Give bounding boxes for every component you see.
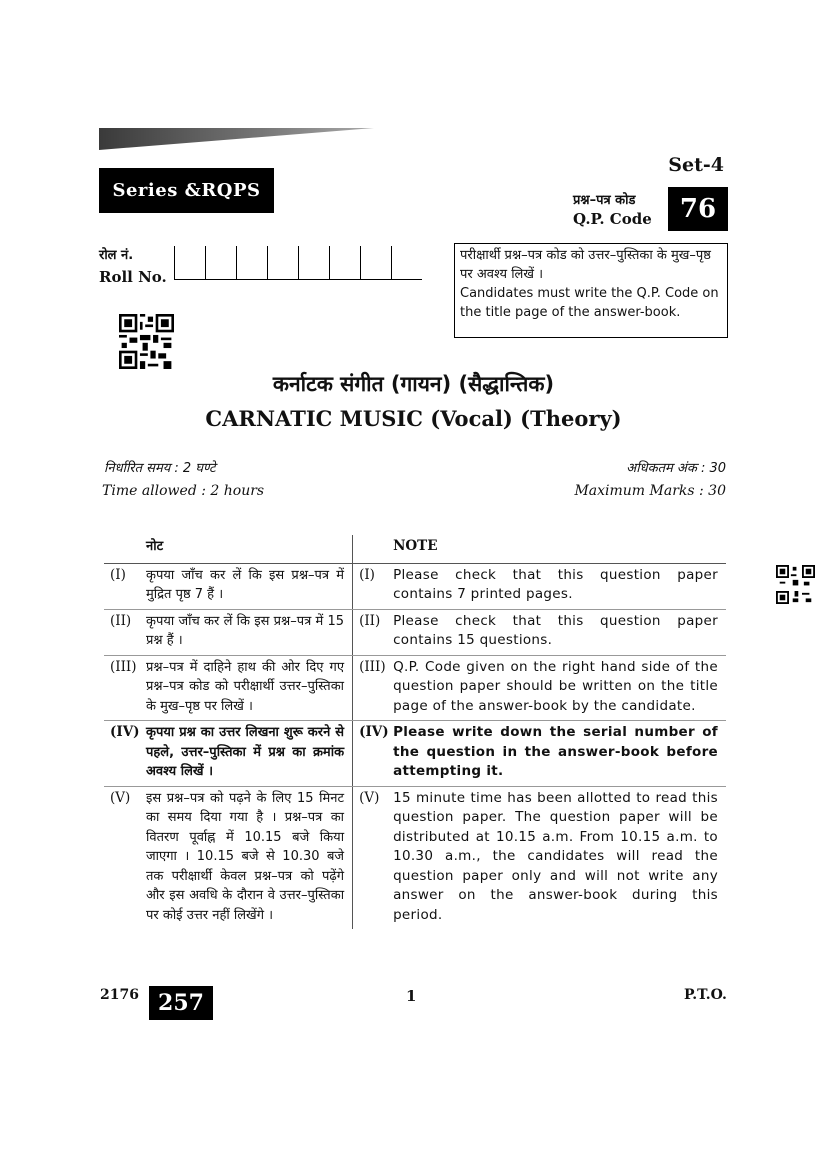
note-number: (II)	[353, 609, 394, 655]
roll-cell[interactable]	[391, 246, 422, 280]
title-english: CARNATIC MUSIC (Vocal) (Theory)	[205, 406, 622, 431]
notes-table	[104, 535, 726, 929]
note-row	[104, 655, 726, 721]
roll-cell[interactable]	[329, 246, 360, 280]
set-label: Set-4	[668, 154, 724, 176]
series-label: Series &RQPS	[99, 168, 274, 213]
note-hindi: इस प्रश्न–पत्र को पढ़ने के लिए 15 मिनट का समय दिया गया है । प्रश्न–पत्र का वितरण पूर्वाह्न में 10.15 बजे किया जाएगा । 10.15 बजे से 10.30 बजे तक परीक्षार्थी केवल प्रश्न–पत्र को पढ़ेंगे और इस अवधि के दौरान वे उत्तर–पुस्तिका पर कोई उत्तर नहीं लिखेंगे ।	[146, 786, 353, 929]
note-number: (III)	[104, 655, 146, 721]
note-number: (IV)	[353, 721, 394, 787]
max-marks: Maximum Marks : 30	[574, 483, 726, 499]
roll-label: Roll No.	[99, 268, 167, 286]
title-hindi: कर्नाटक संगीत (गायन) (सैद्धान्तिक)	[272, 372, 555, 396]
note-number: (III)	[353, 655, 394, 721]
note-number: (V)	[359, 789, 380, 806]
candidate-note-box	[454, 243, 728, 338]
note-english: Please write down the serial number of the question in the answer-book before attempting it.	[393, 721, 726, 787]
qp-code-label-hindi: प्रश्न–पत्र कोड	[573, 193, 636, 208]
note-row	[104, 609, 726, 655]
roll-cell[interactable]	[267, 246, 298, 280]
notes-header: NOTE	[393, 535, 726, 563]
candidate-note-english: Candidates must write the Q.P. Code on the title page of the answer-book.	[460, 286, 719, 320]
note-row	[104, 563, 726, 609]
side-qr-code-icon	[776, 565, 815, 604]
note-hindi: प्रश्न–पत्र में दाहिने हाथ की ओर दिए गए प्रश्न–पत्र कोड को परीक्षार्थी उत्तर–पुस्तिका के मुख–पृष्ठ पर लिखें ।	[146, 655, 353, 721]
footer-code: 2176	[100, 987, 139, 1003]
note-number: (I)	[353, 563, 394, 609]
roll-cell[interactable]	[236, 246, 267, 280]
qp-code-label: Q.P. Code	[573, 210, 652, 228]
notes-header-hindi: नोट	[146, 535, 353, 563]
pto-label: P.T.O.	[684, 987, 727, 1003]
note-row	[104, 721, 726, 787]
roll-cell[interactable]	[298, 246, 329, 280]
qp-code-box: 76	[668, 187, 728, 231]
note-hindi: कृपया जाँच कर लें कि इस प्रश्न–पत्र में 15 प्रश्न हैं ।	[146, 609, 353, 655]
page-number: 1	[406, 987, 417, 1005]
roll-cell[interactable]	[174, 246, 205, 280]
note-row	[104, 786, 726, 929]
max-marks-hindi: अधिकतम अंक : 30	[626, 461, 726, 476]
note-number: (I)	[104, 563, 146, 609]
note-number: (V)	[110, 789, 131, 806]
note-number: (IV)	[104, 721, 146, 787]
roll-cell[interactable]	[360, 246, 391, 280]
roll-cell[interactable]	[205, 246, 236, 280]
time-allowed: Time allowed : 2 hours	[102, 483, 265, 499]
note-english: Please check that this question paper contains 15 questions.	[393, 609, 726, 655]
candidate-note-hindi: परीक्षार्थी प्रश्न–पत्र कोड को उत्तर–पुस्तिका के मुख–पृष्ठ पर अवश्य लिखें ।	[460, 248, 711, 282]
roll-label-hindi: रोल नं.	[99, 248, 134, 263]
footer-box-number: 257	[149, 986, 213, 1020]
note-english: 15 minute time has been allotted to read this question paper. The question paper will be distributed at 10.15 a.m. From 10.15 a.m. to 10.30 a.m., the candidates will read the question paper only and will not write any answer on the answer-book during this period.	[393, 789, 718, 923]
qr-code-icon	[119, 314, 174, 369]
note-hindi: कृपया प्रश्न का उत्तर लिखना शुरू करने से पहले, उत्तर–पुस्तिका में प्रश्न का क्रमांक अवश्य लिखें ।	[146, 721, 353, 787]
roll-number-grid[interactable]	[174, 246, 422, 280]
header-decorative-wedge	[99, 128, 374, 150]
note-english: Please check that this question paper contains 7 printed pages.	[393, 563, 726, 609]
time-allowed-hindi: निर्धारित समय : 2 घण्टे	[104, 461, 216, 476]
note-english: Q.P. Code given on the right hand side of the question paper should be written on the title page of the answer-book by the candidate.	[393, 655, 726, 721]
note-number: (II)	[104, 609, 146, 655]
note-hindi: कृपया जाँच कर लें कि इस प्रश्न–पत्र में मुद्रित पृष्ठ 7 हैं ।	[146, 563, 353, 609]
